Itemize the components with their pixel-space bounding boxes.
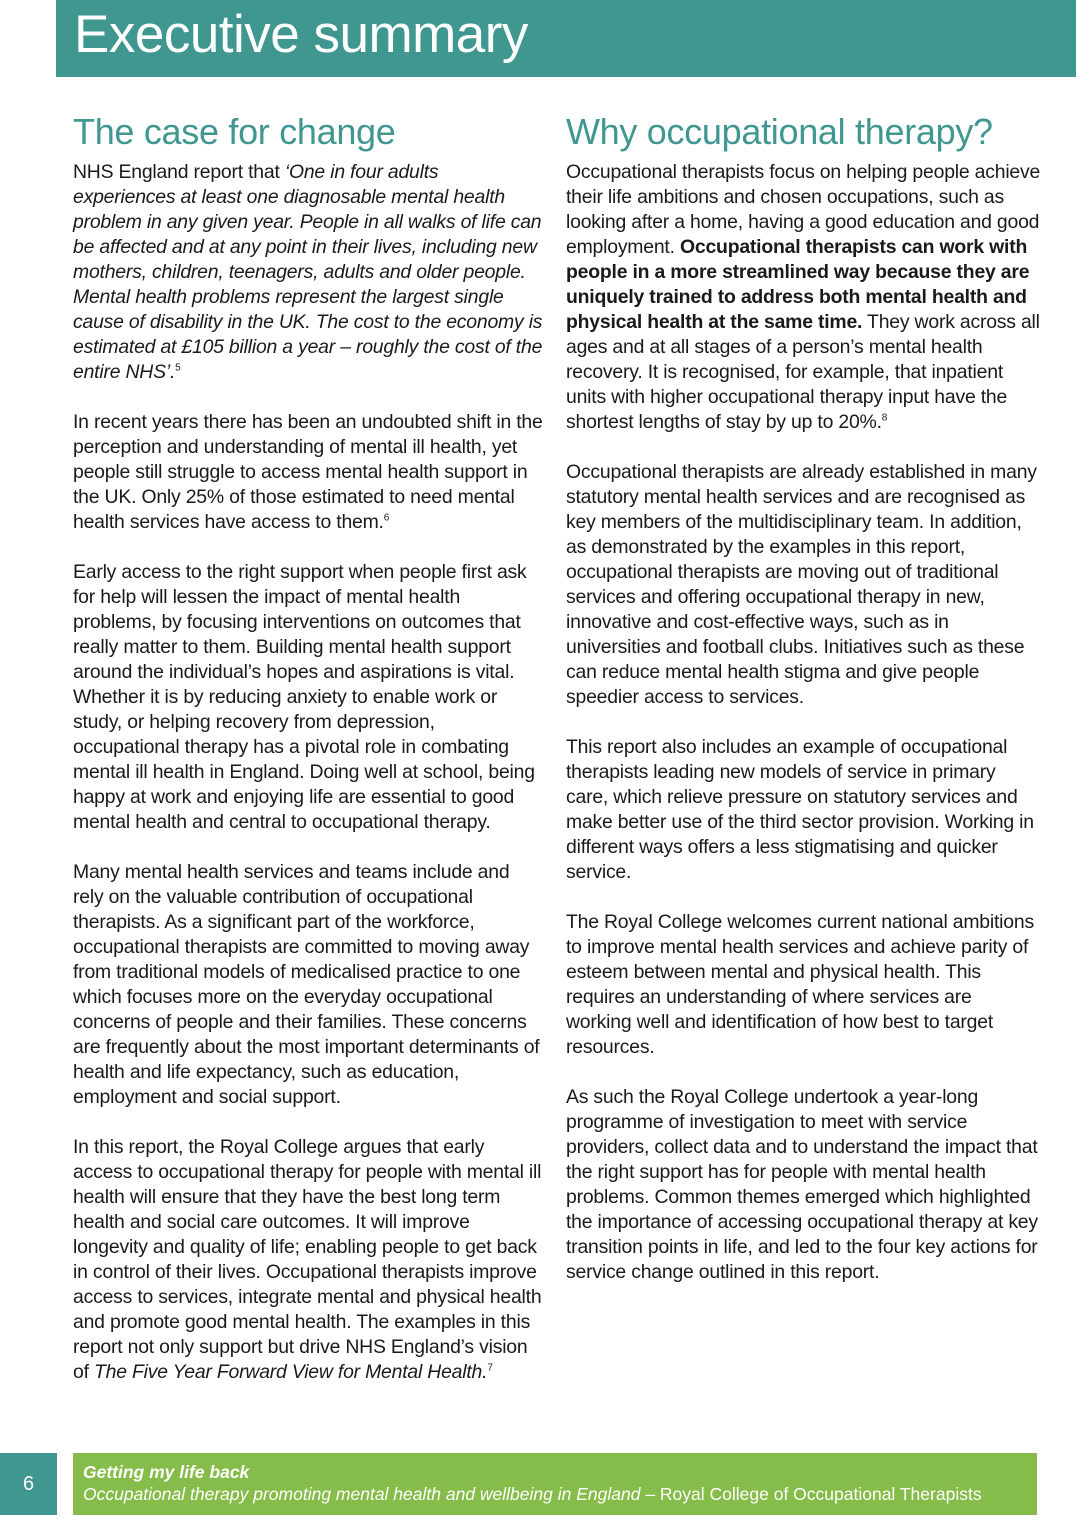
footnote-ref: 7: [487, 1362, 493, 1374]
footnote-ref: 6: [383, 512, 390, 524]
paragraph: The Royal College welcomes current national ambitions to improve mental health services and achieve parity of esteem between mental and physical health. This requires an understanding of where services are working well and identification of how best to target resources.: [566, 911, 1034, 1058]
header-banner: [56, 0, 1076, 77]
footer-band: [73, 1453, 1037, 1515]
paragraph: As such the Royal College undertook a year-long programme of investigation to meet with service providers, collect data and to understand the impact that the right support has for people with mental health problems. Common themes emerged which highlighted the importance of accessing occupational therapy at key transition points in life, and led to the four key actions for service change outlined in this report.: [566, 1086, 1038, 1283]
left-column: [73, 108, 545, 1410]
paragraph: Early access to the right support when people first ask for help will lessen the impact of mental health problems, by focusing interventions on outcomes that really matter to them. Building mental health support around the individual’s hopes and aspirations is vital. Whether it is by reducing anxiety to enable work or study, or helping recovery from depression, occupational therapy has a pivotal role in combating mental ill health in England. Doing well at school, being happy at work and enjoying life are essential to good mental health and central to occupational therapy.: [73, 561, 535, 833]
paragraph: Occupational therapists are already established in many statutory mental health services and are recognised as key members of the multidisciplinary team. In addition, as demonstrated by the examples in this report, occupational therapists are moving out of traditional services and offering occupational therapy in new, innovative and cost-effective ways, such as in universities and football clubs. Initiatives such as these can reduce mental health stigma and give people speedier access to services.: [566, 461, 1037, 708]
paragraph: In recent years there has been an undoubted shift in the perception and understanding of mental ill health, yet people still struggle to access mental health support in the UK. Only 25% of those estimated to need mental health services have access to them.$^6$: [73, 411, 543, 533]
paragraph: NHS England report that ‘One in four adults experiences at least one diagnosable mental health problem in any given year. People in all walks of life can be affected and at any point in their lives, including new mothers, children, teenagers, adults and older people. Mental health problems represent the largest single cause of disability in the UK. The cost to the economy is estimated at £105 billion a year – roughly the cost of the entire NHS’.$^5$: [73, 161, 543, 383]
footer-subtitle: Occupational therapy promoting mental health and wellbeing in England – Royal College of Occupational Therapists: [83, 1484, 982, 1504]
paragraph: In this report, the Royal College argues that early access to occupational therapy for people with mental ill health will ensure that they have the best long term health and social care outcomes. It will improve longevity and quality of life; enabling people to get back in control of their lives. Occupational therapists improve access to services, integrate mental and physical health and promote good mental health. The examples in this report not only support but drive NHS England’s vision of The Five Year Forward View for Mental Health.$^7$: [73, 1136, 542, 1383]
paragraph: Many mental health services and teams include and rely on the valuable contribution of occupational therapists. As a significant part of the workforce, occupational therapists are committed to moving away from traditional models of medicalised practice to one which focuses more on the everyday occupational concerns of people and their families. These concerns are frequently about the most important determinants of health and life expectancy, such as education, employment and social support.: [73, 861, 540, 1108]
page-title: Executive summary: [74, 5, 528, 64]
paragraph: This report also includes an example of occupational therapists leading new models of service in primary care, which relieve pressure on statutory services and make better use of the third sector provision. Working in different ways offers a less stigmatising and quicker service.: [566, 736, 1034, 883]
section-heading-why-ot: Why occupational therapy?: [566, 111, 993, 152]
section-heading-case-for-change: The case for change: [73, 111, 396, 152]
page-number: 6: [0, 1453, 57, 1515]
paragraph: Occupational therapists focus on helping people achieve their life ambitions and chosen occupations, such as looking after a home, having a good education and good employment. Occupational therapists can work with people in a more streamlined way because they are uniquely trained to address both mental health and physical health at the same time. They work across all ages and at all stages of a person’s mental health recovery. It is recognised, for example, that inpatient units with higher occupational therapy input have the shortest lengths of stay by up to 20%.$^8$: [566, 161, 1041, 433]
right-column: [566, 108, 1042, 1310]
footnote-ref: 5: [175, 362, 181, 374]
footer-title: Getting my life back: [83, 1462, 250, 1482]
footnote-ref: 8: [881, 412, 888, 424]
